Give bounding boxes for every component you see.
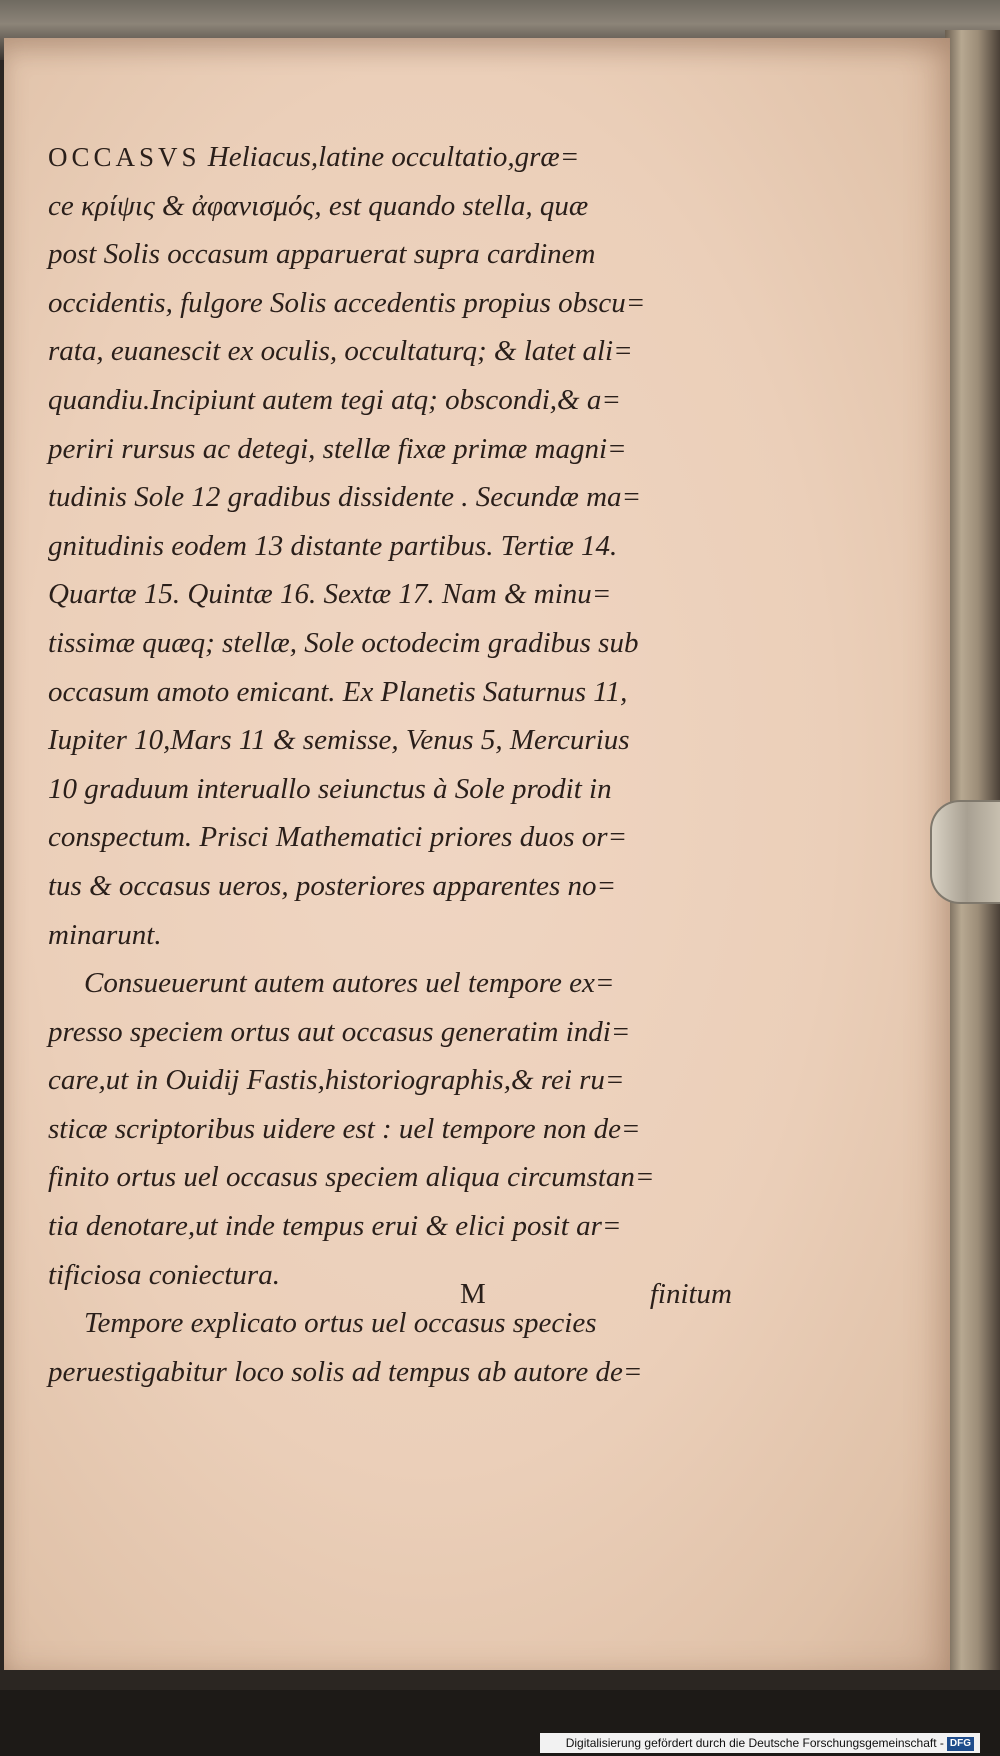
- page-clip: [930, 800, 1000, 904]
- text-line-content: occidentis, fulgore Solis accedentis propius obscu=: [48, 286, 646, 319]
- page-footer: [48, 1278, 752, 1324]
- text-line: [48, 959, 708, 1008]
- text-line: [48, 619, 708, 668]
- text-line: [48, 1056, 708, 1105]
- text-line-content: ce κρίψις & ἀφανισμός, est quando stella, quæ: [48, 189, 589, 222]
- text-line: [48, 716, 708, 765]
- book-page: [4, 38, 950, 1670]
- text-line: [48, 376, 708, 425]
- text-line: [48, 570, 708, 619]
- text-line: [48, 862, 708, 911]
- text-line: [48, 1008, 708, 1057]
- text-line-content: sticæ scriptoribus uidere est : uel tempore non de=: [48, 1112, 641, 1145]
- text-line: [48, 182, 708, 231]
- text-line-content: Heliacus,latine occultatio,græ=: [207, 141, 580, 173]
- digitization-credit: [540, 1733, 980, 1753]
- text-line-content: quandiu.Incipiunt autem tegi atq; obscondi,& a=: [48, 383, 621, 416]
- text-line-content: tus & occasus ueros, posteriores apparentes no=: [48, 869, 617, 902]
- text-line-content: minarunt.: [48, 918, 162, 951]
- text-line-content: gnitudinis eodem 13 distante partibus. Tertiæ 14.: [48, 529, 618, 562]
- text-line: [48, 279, 708, 328]
- text-line-content: tificiosa coniectura.: [48, 1258, 280, 1291]
- text-line-content: 10 graduum interuallo seiunctus à Sole prodit in: [48, 772, 612, 805]
- text-line: [48, 425, 708, 474]
- text-line-content: conspectum. Prisci Mathematici priores duos or=: [48, 821, 628, 854]
- text-line-content: tissimæ quæq; stellæ, Sole octodecim gradibus sub: [48, 626, 639, 659]
- text-line: [48, 911, 708, 960]
- initial-heading: OCCASVS: [48, 142, 201, 172]
- text-line-content: care,ut in Ouidij Fastis,historiographis,& rei ru=: [48, 1064, 625, 1097]
- text-line-content: rata, euanescit ex oculis, occultaturq; & latet ali=: [48, 335, 633, 368]
- credit-text: Digitalisierung gefördert durch die Deutsche Forschungsgemeinschaft -: [565, 1736, 944, 1750]
- dfg-logo: DFG: [947, 1737, 974, 1751]
- text-line: [48, 133, 708, 182]
- text-line: [48, 765, 708, 814]
- signature-mark: M: [460, 1278, 486, 1310]
- text-line-content: tia denotare,ut inde tempus erui & elici posit ar=: [48, 1210, 622, 1243]
- text-line-content: Quartæ 15. Quintæ 16. Sextæ 17. Nam & minu=: [48, 578, 612, 611]
- text-line: [48, 1105, 708, 1154]
- text-line-content: Tempore explicato ortus uel occasus species: [84, 1307, 597, 1340]
- text-line-content: finito ortus uel occasus speciem aliqua circumstan=: [48, 1161, 655, 1194]
- text-line-content: presso speciem ortus aut occasus generatim indi=: [48, 1015, 631, 1048]
- text-line-content: periri rursus ac detegi, stellæ fixæ primæ magni=: [48, 432, 627, 465]
- text-line-content: occasum amoto emicant. Ex Planetis Saturnus 11,: [48, 675, 628, 708]
- text-line: [48, 327, 708, 376]
- text-line-content: Consueuerunt autem autores uel tempore ex=: [84, 967, 615, 1000]
- text-line: [48, 473, 708, 522]
- text-line: [48, 668, 708, 717]
- text-line: [48, 813, 708, 862]
- text-line: [48, 230, 708, 279]
- text-line-content: tudinis Sole 12 gradibus dissidente . Secundæ ma=: [48, 481, 642, 514]
- page-text-block: [48, 133, 708, 1396]
- catchword: finitum: [649, 1278, 732, 1310]
- text-line-content: Iupiter 10,Mars 11 & semisse, Venus 5, Mercurius: [48, 724, 630, 757]
- text-line: [48, 1348, 708, 1397]
- text-line-content: post Solis occasum apparuerat supra cardinem: [48, 238, 596, 271]
- text-line-content: peruestigabitur loco solis ad tempus ab autore de=: [48, 1355, 643, 1388]
- text-line: [48, 522, 708, 571]
- text-line: [48, 1202, 708, 1251]
- text-line: [48, 1153, 708, 1202]
